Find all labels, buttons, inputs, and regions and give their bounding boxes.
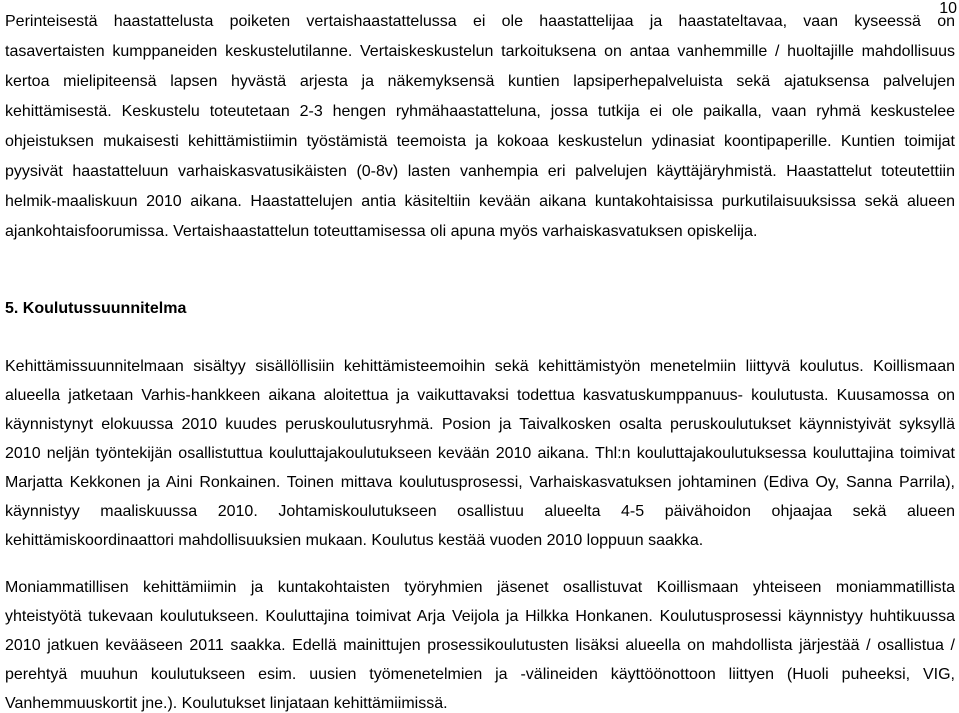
paragraph-line: pyysivät haastatteluun varhaiskasvatusikäisten (0-8v) lasten vanhempia eri palvelujen käyttäjäryhmistä. Haastattelut toteutettiin bbox=[5, 163, 955, 180]
paragraph-line: Kehittämissuunnitelmaan sisältyy sisällöllisiin kehittämisteemoihin sekä kehittämistyön menetelmiin liittyvä koulutus. Koillismaan bbox=[5, 358, 955, 375]
paragraph-line: Vanhemmuuskortit jne.). Koulutukset linjataan kehittämiimissä. bbox=[5, 695, 448, 712]
multiprofessional-training-paragraph bbox=[5, 579, 955, 713]
paragraph-line: helmik-maaliskuun 2010 aikana. Haastattelujen antia käsiteltiin kevään aikana kuntakohtaisissa purkutilaisuuksissa sekä alueen bbox=[5, 193, 955, 210]
paragraph-line: perehtyä muuhun koulutukseen esim. uusien työmenetelmien ja -välineiden käyttöönottoon liittyen (Huoli puheeksi, VIG, bbox=[5, 666, 955, 683]
paragraph-line: käynnistyy maaliskuussa 2010. Johtamiskoulutukseen osallistuu alueelta 4-5 päivähoidon ohjaajaa sekä alueen bbox=[5, 503, 955, 520]
paragraph-line: käynnistynyt elokuussa 2010 kuudes peruskoulutusryhmä. Posion ja Taivalkosken osalta peruskoulutukset käynnistyivät syksyllä bbox=[5, 416, 955, 433]
paragraph-line: ajankohtaisfoorumissa. Vertaishaastattelun toteuttamisessa oli apuna myös varhaiskasvatuksen opiskelija. bbox=[5, 223, 758, 240]
paragraph-line: Perinteisestä haastattelusta poiketen vertaishaastattelussa ei ole haastattelijaa ja haastateltavaa, vaan kyseessä on bbox=[5, 13, 955, 30]
paragraph-line: alueella jatketaan Varhis-hankkeen aikana aloitettua ja vaikuttavaksi todettua kasvatuskumppanuus- koulutusta. Kuusamossa on bbox=[5, 387, 955, 404]
training-plan-paragraph bbox=[5, 358, 955, 550]
paragraph-line: ohjeistuksen mukaisesti kehittämistiimin työstämistä teemoista ja kokoaa keskustelun ydinasiat koontipaperille. Kuntien toimijat bbox=[5, 133, 955, 150]
section-heading: 5. Koulutussuunnitelma bbox=[5, 300, 187, 317]
paragraph-line: kertoa mielipiteensä lapsen hyvästä arjesta ja näkemyksensä kuntien lapsiperhepalveluista sekä ajatuksensa palvelujen bbox=[5, 73, 955, 90]
intro-paragraph bbox=[5, 13, 955, 241]
paragraph-line: 2010 jatkuen kevääseen 2011 saakka. Edellä mainittujen prosessikoulutusten lisäksi alueella on mahdollista järjestää / osallistua / bbox=[5, 637, 955, 654]
paragraph-line: 2010 neljän työntekijän osallistuttua kouluttajakoulutukseen kevään 2010 aikana. Thl:n kouluttajakoulutuksessa kouluttajina toimivat bbox=[5, 445, 955, 462]
paragraph-line: Marjatta Kekkonen ja Aini Ronkainen. Toinen mittava koulutusprosessi, Varhaiskasvatuksen johtaminen (Ediva Oy, Sanna Parrila), bbox=[5, 474, 955, 491]
paragraph-line: tasavertaisten kumppaneiden keskustelutilanne. Vertaiskeskustelun tarkoituksena on antaa vanhemmille / huoltajille mahdollisuus bbox=[5, 43, 955, 60]
page-number: 10 bbox=[939, 0, 957, 17]
paragraph-line: kehittämiskoordinaattori mahdollisuuksien mukaan. Koulutus kestää vuoden 2010 loppuun saakka. bbox=[5, 532, 704, 549]
paragraph-line: Moniammatillisen kehittämiimin ja kuntakohtaisten työryhmien jäsenet osallistuvat Koillismaan yhteiseen moniammatillista bbox=[5, 579, 955, 596]
paragraph-line: kehittämisestä. Keskustelu toteutetaan 2-3 hengen ryhmähaastatteluna, jossa tutkija ei ole paikalla, vaan ryhmä keskustelee bbox=[5, 103, 955, 120]
paragraph-line: yhteistyötä tukevaan koulutukseen. Kouluttajina toimivat Arja Veijola ja Hilkka Honkanen. Koulutusprosessi käynnistyy huhtikuussa bbox=[5, 608, 955, 625]
